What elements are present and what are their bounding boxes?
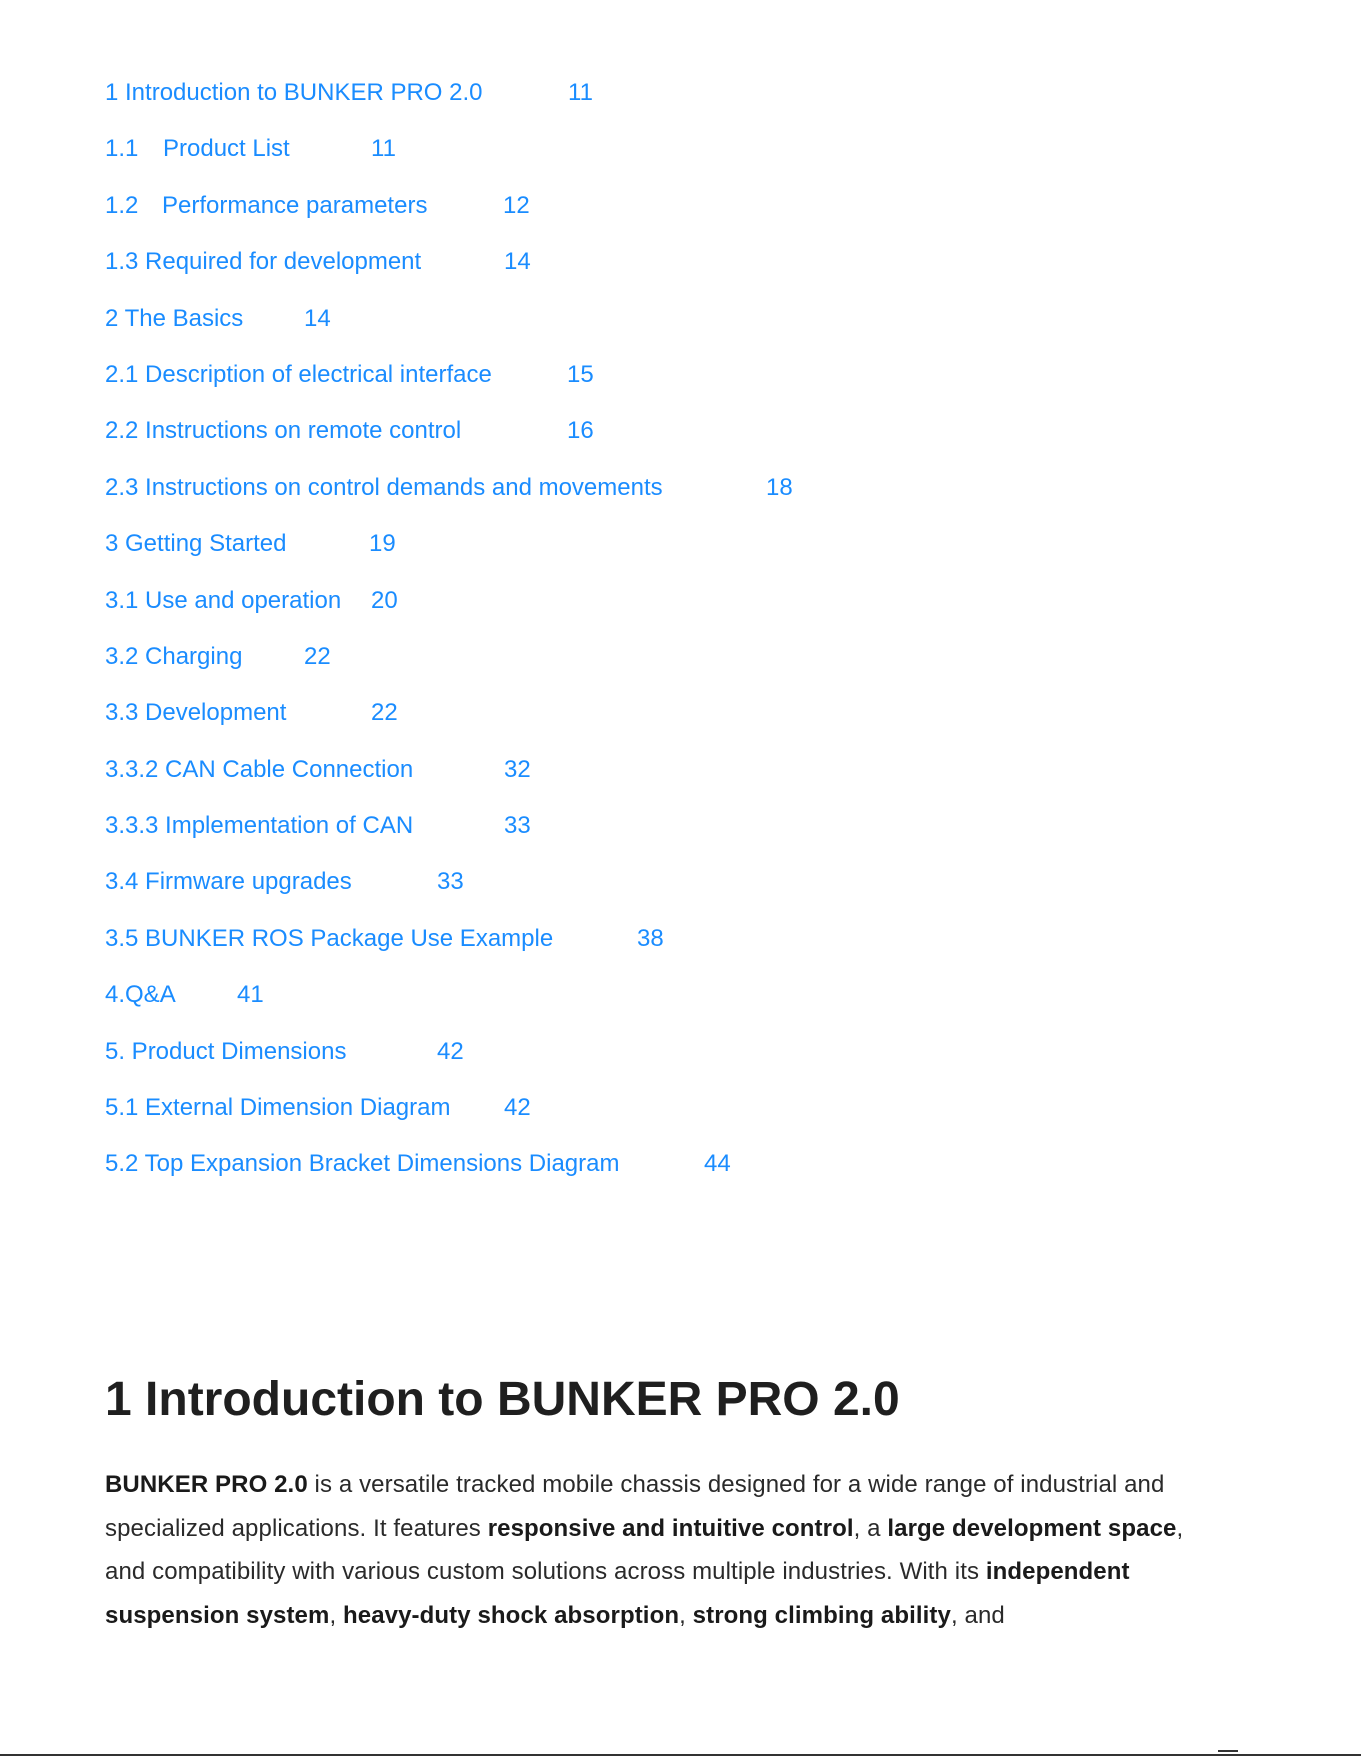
toc-entry-title[interactable]: 2.1 Description of electrical interface [105, 360, 492, 388]
paragraph-bold-text: BUNKER PRO 2.0 [105, 1471, 308, 1498]
toc-entry-page[interactable]: 22 [304, 642, 331, 670]
intro-paragraph [105, 1463, 1215, 1637]
toc-entry-title[interactable]: 3 Getting Started [105, 530, 287, 558]
paragraph-bold-text: independent suspension system [105, 1558, 1130, 1629]
toc-entry-title[interactable]: 4.Q&A [105, 981, 176, 1009]
toc-entry-title[interactable]: 5.1 External Dimension Diagram [105, 1094, 451, 1122]
page-corner-mark [1218, 1750, 1238, 1752]
paragraph-bold-text: heavy-duty shock absorption [343, 1601, 680, 1629]
toc-entry-title[interactable]: 2.2 Instructions on remote control [105, 417, 462, 445]
paragraph-bold-text: strong climbing ability [692, 1601, 951, 1629]
toc-entry-page[interactable]: 42 [504, 1094, 531, 1122]
toc-entry-page[interactable]: 18 [766, 473, 793, 501]
toc-entry-page[interactable]: 42 [437, 1037, 464, 1065]
toc-entry-page[interactable]: 33 [437, 868, 464, 896]
toc-entry-title[interactable]: 2.3 Instructions on control demands and movements [105, 473, 663, 501]
toc-entry-page[interactable]: 16 [567, 417, 594, 445]
page-bottom-rule [0, 1754, 1361, 1756]
toc-entry-title[interactable]: 3.3.2 CAN Cable Connection [105, 755, 414, 783]
paragraph-text: is a versatile tracked mobile chassis designed for a wide range of industrial and specialized applications. It features [105, 1471, 1165, 1542]
paragraph-text: , and compatibility with various custom solutions across multiple industries. With its [105, 1514, 1184, 1585]
toc-entry-page[interactable]: 12 [503, 191, 530, 219]
toc-entry-page[interactable]: 11 [371, 135, 396, 163]
toc-entry-title[interactable]: Performance parameters [162, 191, 428, 219]
toc-entry-page[interactable]: 32 [504, 755, 531, 783]
toc-entry-number[interactable]: 1.1 [105, 135, 139, 163]
section-heading: 1 Introduction to BUNKER PRO 2.0 [105, 1373, 900, 1426]
paragraph-bold-text: responsive and intuitive control [487, 1514, 854, 1542]
paragraph-text: , a [853, 1514, 888, 1542]
toc-entry-page[interactable]: 33 [504, 812, 531, 840]
toc-entry-page[interactable]: 22 [371, 699, 398, 727]
toc-entry-page[interactable]: 11 [568, 79, 593, 106]
toc-entry-title[interactable]: 5.2 Top Expansion Bracket Dimensions Diagram [105, 1150, 620, 1178]
toc-entry-page[interactable]: 15 [567, 360, 594, 388]
toc-entry-title[interactable]: 3.3 Development [105, 699, 287, 727]
toc-entry-page[interactable]: 14 [304, 304, 331, 332]
paragraph-bold-text: large development space [887, 1514, 1177, 1542]
toc-entry-title[interactable]: Product List [163, 135, 290, 163]
toc-entry-title[interactable]: 3.5 BUNKER ROS Package Use Example [105, 924, 554, 952]
toc-entry-title[interactable]: 1.3 Required for development [105, 248, 422, 276]
toc-entry-title[interactable]: 3.2 Charging [105, 642, 243, 670]
toc-entry-title[interactable]: 5. Product Dimensions [105, 1037, 347, 1065]
toc-entry-title[interactable]: 3.3.3 Implementation of CAN [105, 812, 414, 840]
toc-entry-title[interactable]: 2 The Basics [105, 304, 244, 332]
toc-entry-page[interactable]: 44 [704, 1150, 731, 1178]
toc-entry-number[interactable]: 1.2 [105, 191, 139, 219]
toc-entry-page[interactable]: 14 [504, 248, 531, 276]
toc-entry-page[interactable]: 19 [369, 530, 396, 558]
paragraph-text: , and [950, 1601, 1005, 1629]
toc-entry-title[interactable]: 3.1 Use and operation [105, 586, 342, 614]
toc-entry-title[interactable]: 1 Introduction to BUNKER PRO 2.0 [105, 79, 483, 106]
toc-entry-page[interactable]: 38 [637, 924, 664, 952]
toc-entry-title[interactable]: 3.4 Firmware upgrades [105, 868, 352, 896]
toc-entry-page[interactable]: 20 [371, 586, 398, 614]
toc-entry-page[interactable]: 41 [237, 981, 264, 1009]
paragraph-text: , [329, 1601, 343, 1629]
paragraph-text: , [679, 1601, 693, 1629]
